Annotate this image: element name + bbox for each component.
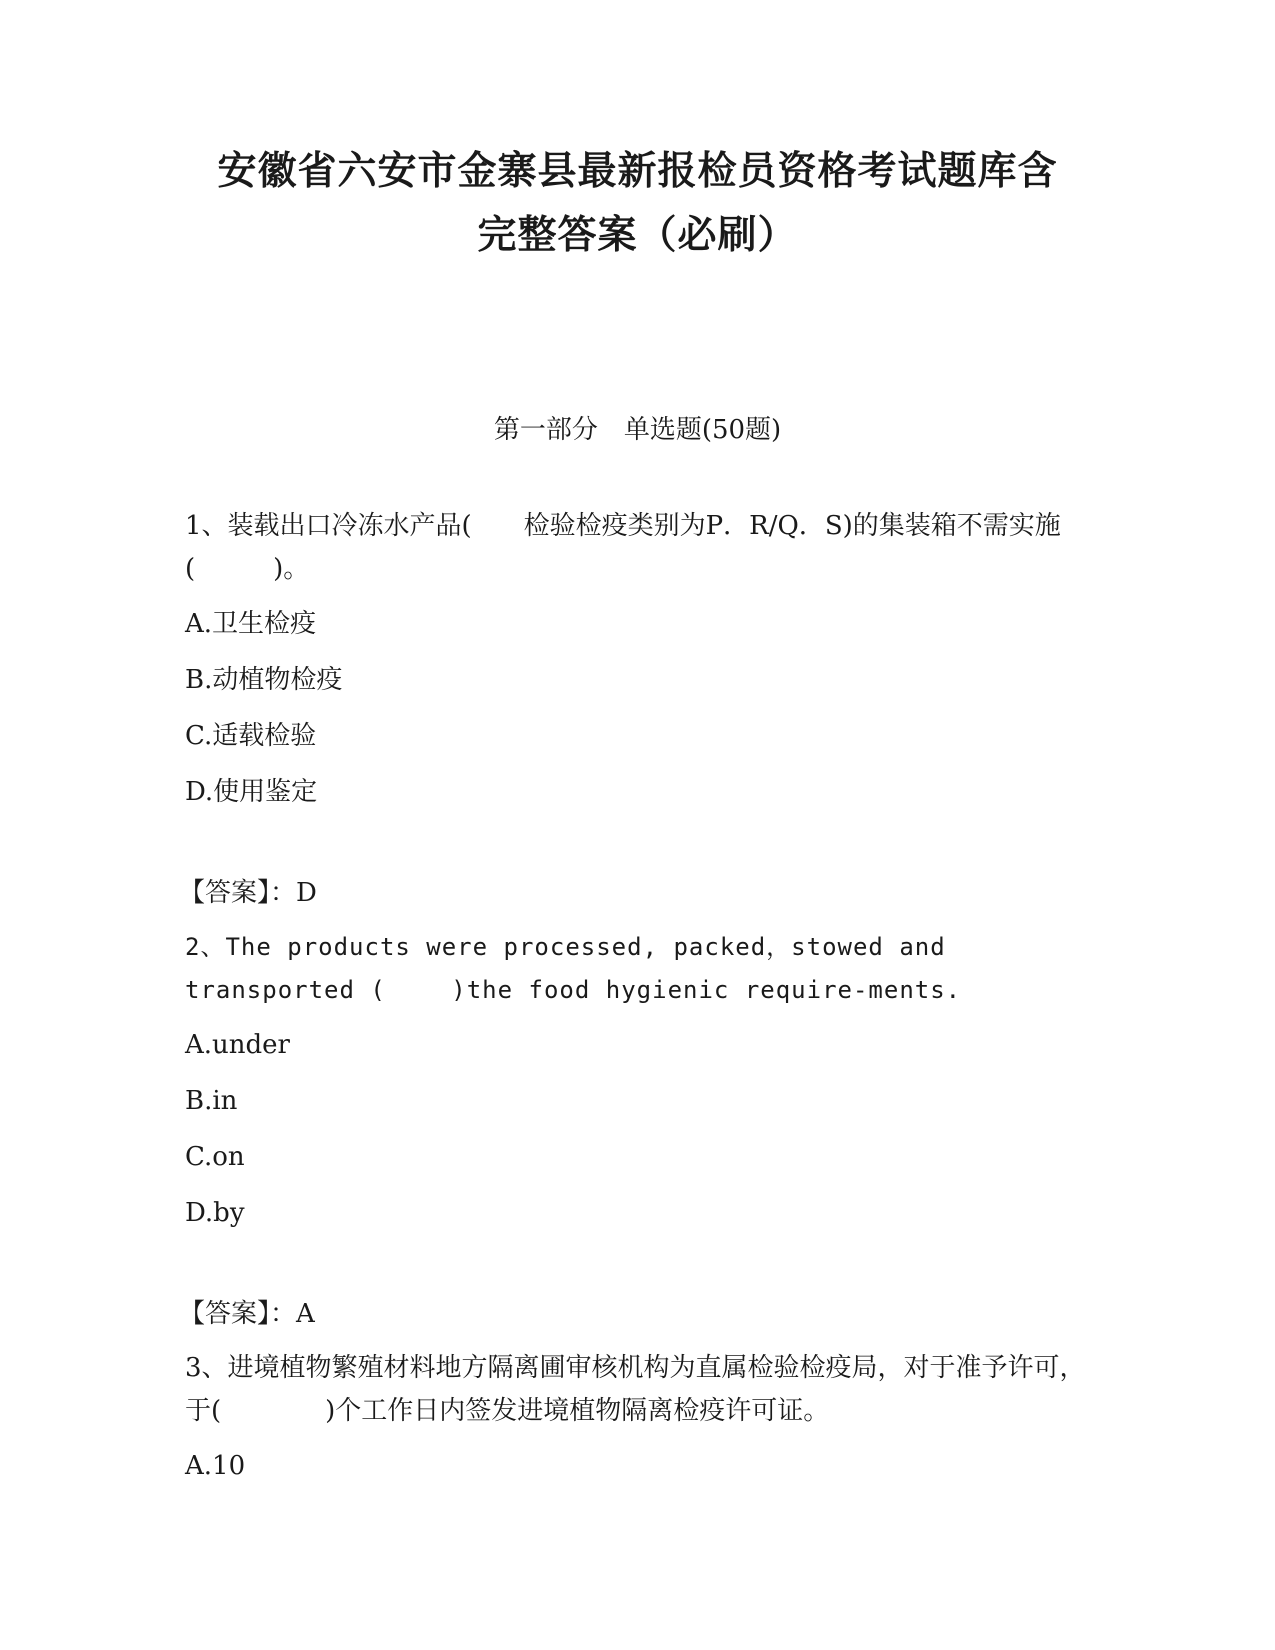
option-a: A.10 xyxy=(185,1451,246,1481)
question-3 xyxy=(185,1347,1095,1488)
title-line-2: 完整答案（必刷） xyxy=(477,213,798,258)
question-stem: 2、The products were processed, packed，stowed and transported ( )the food hygienic require-ments. xyxy=(185,933,962,1004)
title-line-1: 安徽省六安市金寨县最新报检员资格考试题库含 xyxy=(217,149,1058,194)
question-stem: 3、进境植物繁殖材料地方隔离圃审核机构为直属检验检疫局，对于准予许可，于( )个工作日内签发进境植物隔离检疫许可证。 xyxy=(185,1353,1086,1426)
question-2 xyxy=(179,926,1095,1336)
question-list xyxy=(179,505,1095,1501)
option-a: A.under xyxy=(185,1030,290,1060)
option-b: B.in xyxy=(185,1086,238,1116)
option-c: C.on xyxy=(185,1142,245,1172)
option-c: C.适载检验 xyxy=(185,721,317,751)
answer: 【答案】：D xyxy=(179,878,317,908)
option-d: D.by xyxy=(185,1198,245,1228)
section-heading: 第一部分 单选题(50题) xyxy=(493,415,782,445)
document-title xyxy=(140,140,1135,268)
answer: 【答案】：A xyxy=(179,1299,315,1329)
option-d: D.使用鉴定 xyxy=(185,777,318,807)
question-1 xyxy=(179,505,1095,915)
option-a: A.卫生检疫 xyxy=(185,609,317,639)
option-b: B.动植物检疫 xyxy=(185,665,343,695)
question-stem: 1、装载出口冷冻水产品( 检验检疫类别为P．R/Q．S)的集装箱不需实施( )。 xyxy=(185,511,1061,584)
